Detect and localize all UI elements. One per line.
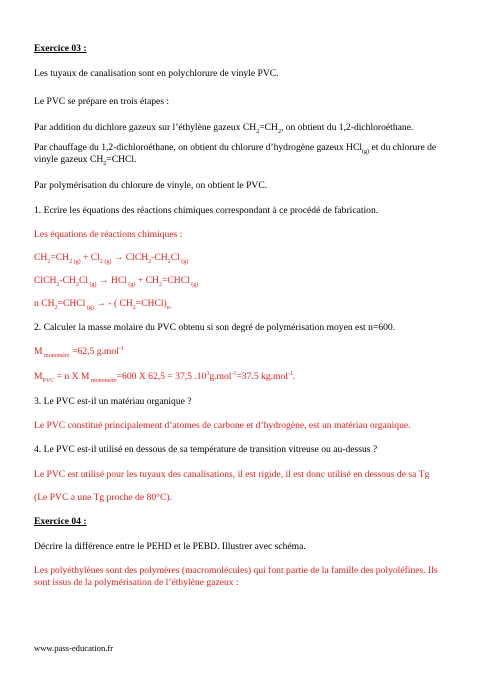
question-1: 1. Ecrire les équations des réactions chimiques correspondant à ce procédé de fabrication. [34, 205, 379, 216]
answer-4-line-2: (Le PVC a une Tg proche de 80°C). [34, 492, 172, 503]
question-2: 2. Calculer la masse molaire du PVC obtenu si son degré de polymérisation moyen est n=600. [34, 322, 396, 333]
answer-1-title: Les équations de réactions chimiques : [34, 229, 183, 240]
answer-5: Les polyéthylènes sont des polymères (macromolécules) qui font partie de la famille des polyoléfines. Ils sont issus de la polymérisation de l’éthylène gazeux : [34, 565, 438, 588]
equation-1: $CH_2=CH_2$ $_{(g)} + Cl_2$ $_{(g)} \to ClCH_2-CH_2Cl$ $_{(g)}$ [34, 252, 189, 265]
steps-paragraph: Le PVC se prépare en trois étapes : [34, 96, 170, 107]
question-4: 4. Le PVC est-il utilisé en dessous de sa température de transition vitreuse ou au-dessus ? [34, 444, 378, 455]
step3-paragraph: Par polymérisation du chlorure de vinyle, on obtient le PVC. [34, 180, 268, 191]
equation-3: n $CH_2=CHCl$ $_{(g)}$ → - ( $CH_2=CHCl)_{n-}$ [34, 298, 172, 311]
question-3: 3. Le PVC est-il un matériau organique ? [34, 396, 192, 407]
intro-paragraph: Les tuyaux de canalisation sont en polychlorure de vinyle PVC. [34, 68, 279, 79]
step2-paragraph: Par chauffage du 1,2-dichloroéthane, on obtient du chlorure d’hydrogène gazeux HCl$_{(g)}$ et du chlorure de vinyle gazeux $CH_2=CHCl$. [34, 142, 437, 167]
exercise-3-title: Exercice 03 : [34, 43, 87, 54]
exercise-4-title: Exercice 04 : [34, 516, 87, 527]
answer-2-line-1: M $_{monomère}$ =62,5 g.mol$^{-1}$ [34, 345, 124, 359]
question-5: Décrire la différence entre le PEHD et le PEBD. Illustrer avec schéma. [34, 541, 306, 552]
equation-2: $ClCH_2-CH_2Cl$ $_{(g)}$ → HCl $_{(g)} + CH_2=CHCl$ $_{(g)}$ [34, 275, 199, 288]
answer-3: Le PVC constitué principalement d’atomes de carbone et d’hydrogène, est un matériau organique. [34, 420, 411, 431]
step1-paragraph: Par addition du dichlore gazeux sur l’éthylène gazeux $CH_2=CH_2$, on obtient du 1,2-dichloroéthane. [34, 122, 414, 135]
answer-4-line-1: Le PVC est utilisé pour les tuyaux des canalisations, il est rigide, il est donc utilisé en dessous de sa Tg [34, 469, 430, 480]
answer-2-line-2: $M_{PVC} = n$ X M $_{monomère}$=600 X 62,5 = 37,5 $.10^3g.mol^{-1}=37.5$ kg.mol$^{-1}$. [34, 370, 296, 384]
footer-url: www.pass-education.fr [34, 643, 114, 653]
